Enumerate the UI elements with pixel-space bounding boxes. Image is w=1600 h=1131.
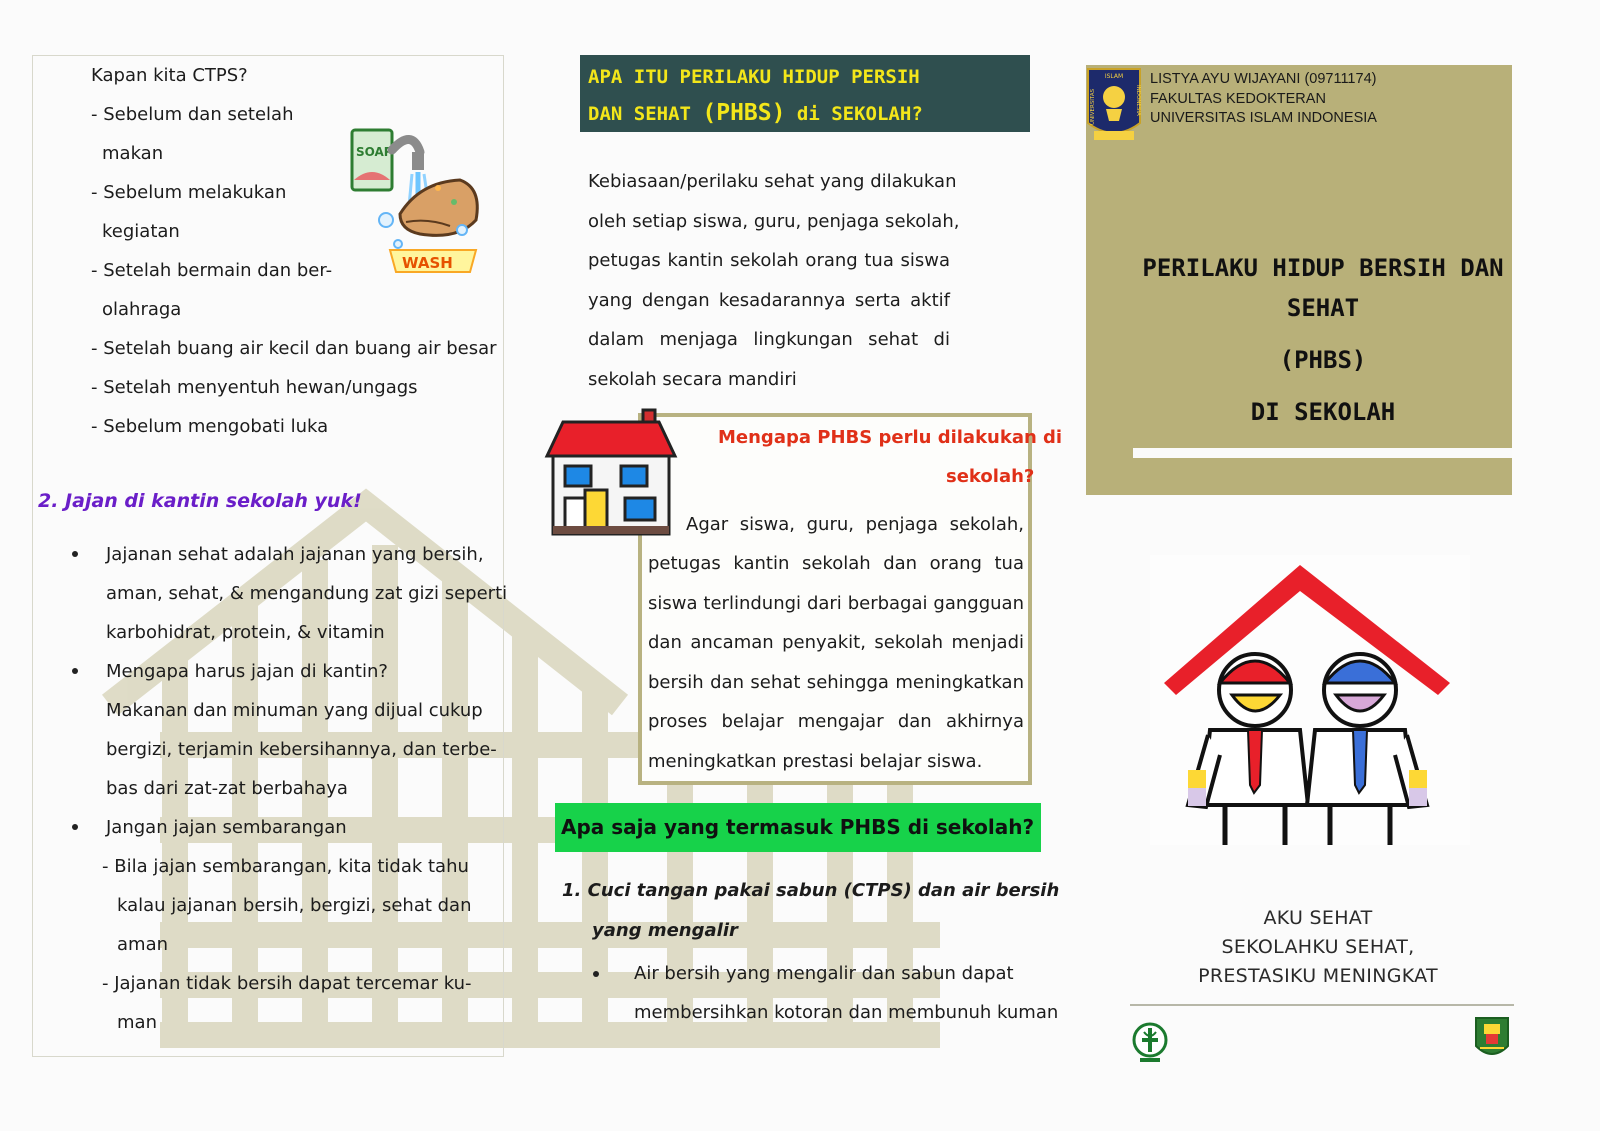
why-title: Mengapa PHBS perlu dilakukan di bbox=[718, 427, 1063, 448]
why-title: sekolah? bbox=[946, 466, 1035, 487]
ctps-when-item: kegiatan bbox=[102, 221, 180, 242]
soap-label: SOAP bbox=[356, 145, 393, 159]
item1-title: 1. Cuci tangan pakai sabun (CTPS) dan air bersih bbox=[562, 880, 1060, 901]
ctps-when-item: - Setelah buang air kecil dan buang air besar bbox=[91, 338, 497, 359]
bullet-dot bbox=[72, 668, 78, 674]
logo-text: ISLAM bbox=[1104, 73, 1124, 80]
jajan-text: man bbox=[117, 1012, 157, 1033]
definition-text: petugas kantin sekolah orang tua siswa bbox=[588, 250, 950, 271]
wash-label: WASH bbox=[402, 254, 453, 272]
jajan-text: bas dari zat-zat berbahaya bbox=[106, 778, 348, 799]
ctps-when-item: - Sebelum dan setelah bbox=[91, 104, 294, 125]
health-ministry-logo-icon bbox=[1132, 1018, 1168, 1066]
author-line: LISTYA AYU WIJAYANI (09711174) bbox=[1150, 71, 1377, 87]
jajan-text: aman, sehat, & mengandung zat gizi seperti bbox=[106, 583, 508, 604]
why-text: bersih dan sehat sehingga meningkatkan bbox=[648, 672, 1024, 693]
why-text: proses belajar mengajar dan akhirnya bbox=[648, 711, 1024, 732]
bullet-dot bbox=[72, 551, 78, 557]
jajan-text: kalau jajanan bersih, bergizi, sehat dan bbox=[117, 895, 472, 916]
definition-text: yang dengan kesadarannya serta aktif bbox=[588, 290, 950, 311]
slogan-line: PRESTASIKU MENINGKAT bbox=[1198, 965, 1438, 987]
phbs-question-header bbox=[580, 55, 1030, 132]
university-logo-icon bbox=[1084, 65, 1144, 145]
jajan-text: Mengapa harus jajan di kantin? bbox=[106, 661, 388, 682]
item1-text: membersihkan kotoran dan membunuh kuman bbox=[634, 1002, 1059, 1023]
author-line: FAKULTAS KEDOKTERAN bbox=[1150, 90, 1326, 107]
item1-text: Air bersih yang mengalir dan sabun dapat bbox=[634, 963, 1014, 984]
author-info bbox=[1150, 70, 1377, 129]
why-text: meningkatkan prestasi belajar siswa. bbox=[648, 751, 983, 772]
cover-divider bbox=[1133, 448, 1512, 458]
slogan-line: SEKOLAHKU SEHAT, bbox=[1221, 936, 1415, 958]
ctps-when-item: makan bbox=[102, 143, 164, 164]
why-text: Agar siswa, guru, penjaga sekolah, bbox=[686, 514, 1024, 535]
header-text: DAN SEHAT bbox=[588, 103, 703, 125]
ctps-when-item: - Sebelum melakukan bbox=[91, 182, 287, 203]
cover-title: DI SEKOLAH bbox=[1250, 398, 1396, 426]
header-line: APA ITU PERILAKU HIDUP PERSIH bbox=[588, 66, 920, 88]
definition-text: sekolah secara mandiri bbox=[588, 369, 797, 390]
which-phbs-header: Apa saja yang termasuk PHBS di sekolah? bbox=[555, 803, 1041, 852]
jajan-text: bergizi, terjamin kebersihannya, dan terbe- bbox=[106, 739, 497, 760]
why-text: siswa terlindungi dari berbagai gangguan bbox=[648, 593, 1024, 614]
ctps-when-item: - Setelah menyentuh hewan/ungags bbox=[91, 377, 418, 398]
jajan-text: Jajanan sehat adalah jajanan yang bersih, bbox=[106, 544, 484, 565]
ctps-when-item: olahraga bbox=[102, 299, 182, 320]
logo-text: INDONESIA bbox=[1135, 85, 1141, 116]
ctps-when-item: - Setelah bermain dan ber- bbox=[91, 260, 333, 281]
slogan-line: AKU SEHAT bbox=[1263, 907, 1373, 929]
why-text: dan ancaman penyakit, sekolah menjadi bbox=[648, 632, 1024, 653]
item1-title: yang mengalir bbox=[592, 920, 738, 941]
definition-text: oleh setiap siswa, guru, penjaga sekolah, bbox=[588, 211, 960, 232]
jajan-text: Jangan jajan sembarangan bbox=[106, 817, 347, 838]
bullet-dot bbox=[72, 824, 78, 830]
ctps-when-item: - Sebelum mengobati luka bbox=[91, 416, 329, 437]
definition-text: Kebiasaan/perilaku sehat yang dilakukan bbox=[588, 171, 957, 192]
handwashing-icon bbox=[350, 122, 490, 282]
bullet-dot bbox=[593, 971, 599, 977]
header-line bbox=[588, 95, 1022, 132]
children-roof-icon bbox=[1150, 555, 1470, 845]
definition-text: dalam menjaga lingkungan sehat di bbox=[588, 329, 950, 350]
cover-title: PERILAKU HIDUP BERSIH DAN bbox=[1142, 254, 1504, 282]
jajan-text: - Jajanan tidak bersih dapat tercemar ku- bbox=[102, 973, 472, 994]
jajan-text: - Bila jajan sembarangan, kita tidak tahu bbox=[102, 856, 469, 877]
why-text: petugas kantin sekolah dan orang tua bbox=[648, 553, 1024, 574]
author-line: UNIVERSITAS ISLAM INDONESIA bbox=[1150, 110, 1377, 126]
ctps-when-title: Kapan kita CTPS? bbox=[91, 65, 248, 86]
house-icon bbox=[543, 408, 679, 538]
slogan-divider bbox=[1130, 1004, 1514, 1006]
logo-text: UNIVERSITAS bbox=[1090, 88, 1096, 125]
jajan-text: Makanan dan minuman yang dijual cukup bbox=[106, 700, 483, 721]
header-text: di SEKOLAH? bbox=[785, 103, 923, 125]
cover-title: SEHAT bbox=[1286, 294, 1360, 322]
regional-emblem-icon bbox=[1474, 1016, 1510, 1062]
cover-title: (PHBS) bbox=[1279, 346, 1367, 374]
header-text-big: (PHBS) bbox=[702, 100, 786, 126]
jajan-text: karbohidrat, protein, & vitamin bbox=[106, 622, 385, 643]
jajan-section-title: 2. Jajan di kantin sekolah yuk! bbox=[38, 490, 362, 512]
jajan-text: aman bbox=[117, 934, 169, 955]
